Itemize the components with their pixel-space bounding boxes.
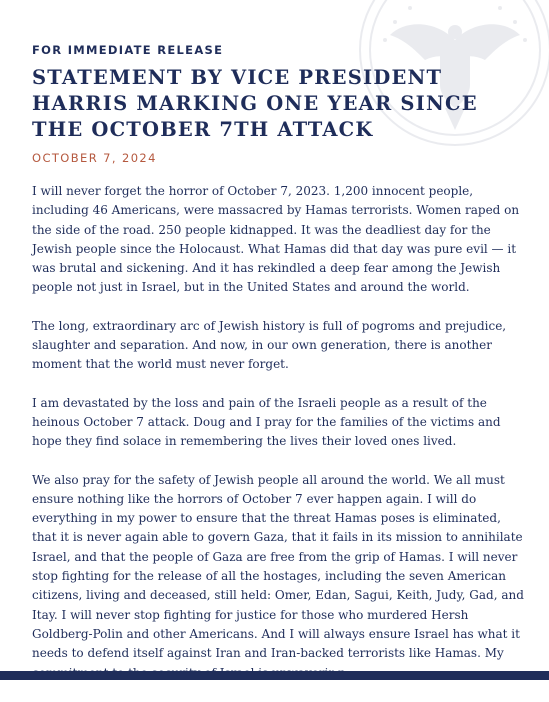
paragraph: We also pray for the safety of Jewish people all around the world. We all must ensure nothing like the horrors of October 7 ever happen again. I will do everything in my power to ensure that the threat Hamas poses is eliminated, that it is never again able to govern Gaza, that it fails in its mission to annihilate Israel, and that the people of Gaza are free from the grip of Hamas. I will never stop fighting for the release of all the hostages, including the seven American citizens, living and deceased, still held: Omer, Edan, Sagui, Keith, Judy, Gad, and Itay. I will never stop fighting for justice for those who murdered Hersh Goldberg-Polin and other Americans. And I will always ensure Israel has what it needs to defend itself against Iran and Iran-backed terrorists like Hamas. My (32, 472, 524, 661)
paragraph: I am devastated by the loss and pain of the Israeli people as a result of the heinous October 7 attack. Doug and I pray for the families of the victims and hope they find solace in remembering the lives their loved ones lived. (32, 395, 501, 449)
footer-bar (0, 671, 549, 680)
paragraph: I will never forget the horror of October 7, 2023. 1,200 innocent people, including 46 Americans, were massacred by Hamas terrorists. Women raped on the side of the road. 250 people kidnapped. It was the deadliest day for the Jewish people since the Holocaust. What Hamas did that day was pure evil — it was brutal and sickening. And it has rekindled a deep fear among the Jewish people not just in Israel, but in the United States and around the world. (32, 184, 520, 295)
statement-body (32, 182, 524, 702)
release-label: FOR IMMEDIATE RELEASE (32, 43, 224, 57)
release-date: OCTOBER 7, 2024 (32, 151, 157, 165)
paragraph: The long, extraordinary arc of Jewish history is full of pogroms and prejudice, slaughter and separation. And now, in our own generation, there is another moment that the world must never forget. (32, 318, 507, 372)
page-title: STATEMENT BY VICE PRESIDENT HARRIS MARKING ONE YEAR SINCE THE OCTOBER 7TH ATTACK (32, 66, 478, 141)
